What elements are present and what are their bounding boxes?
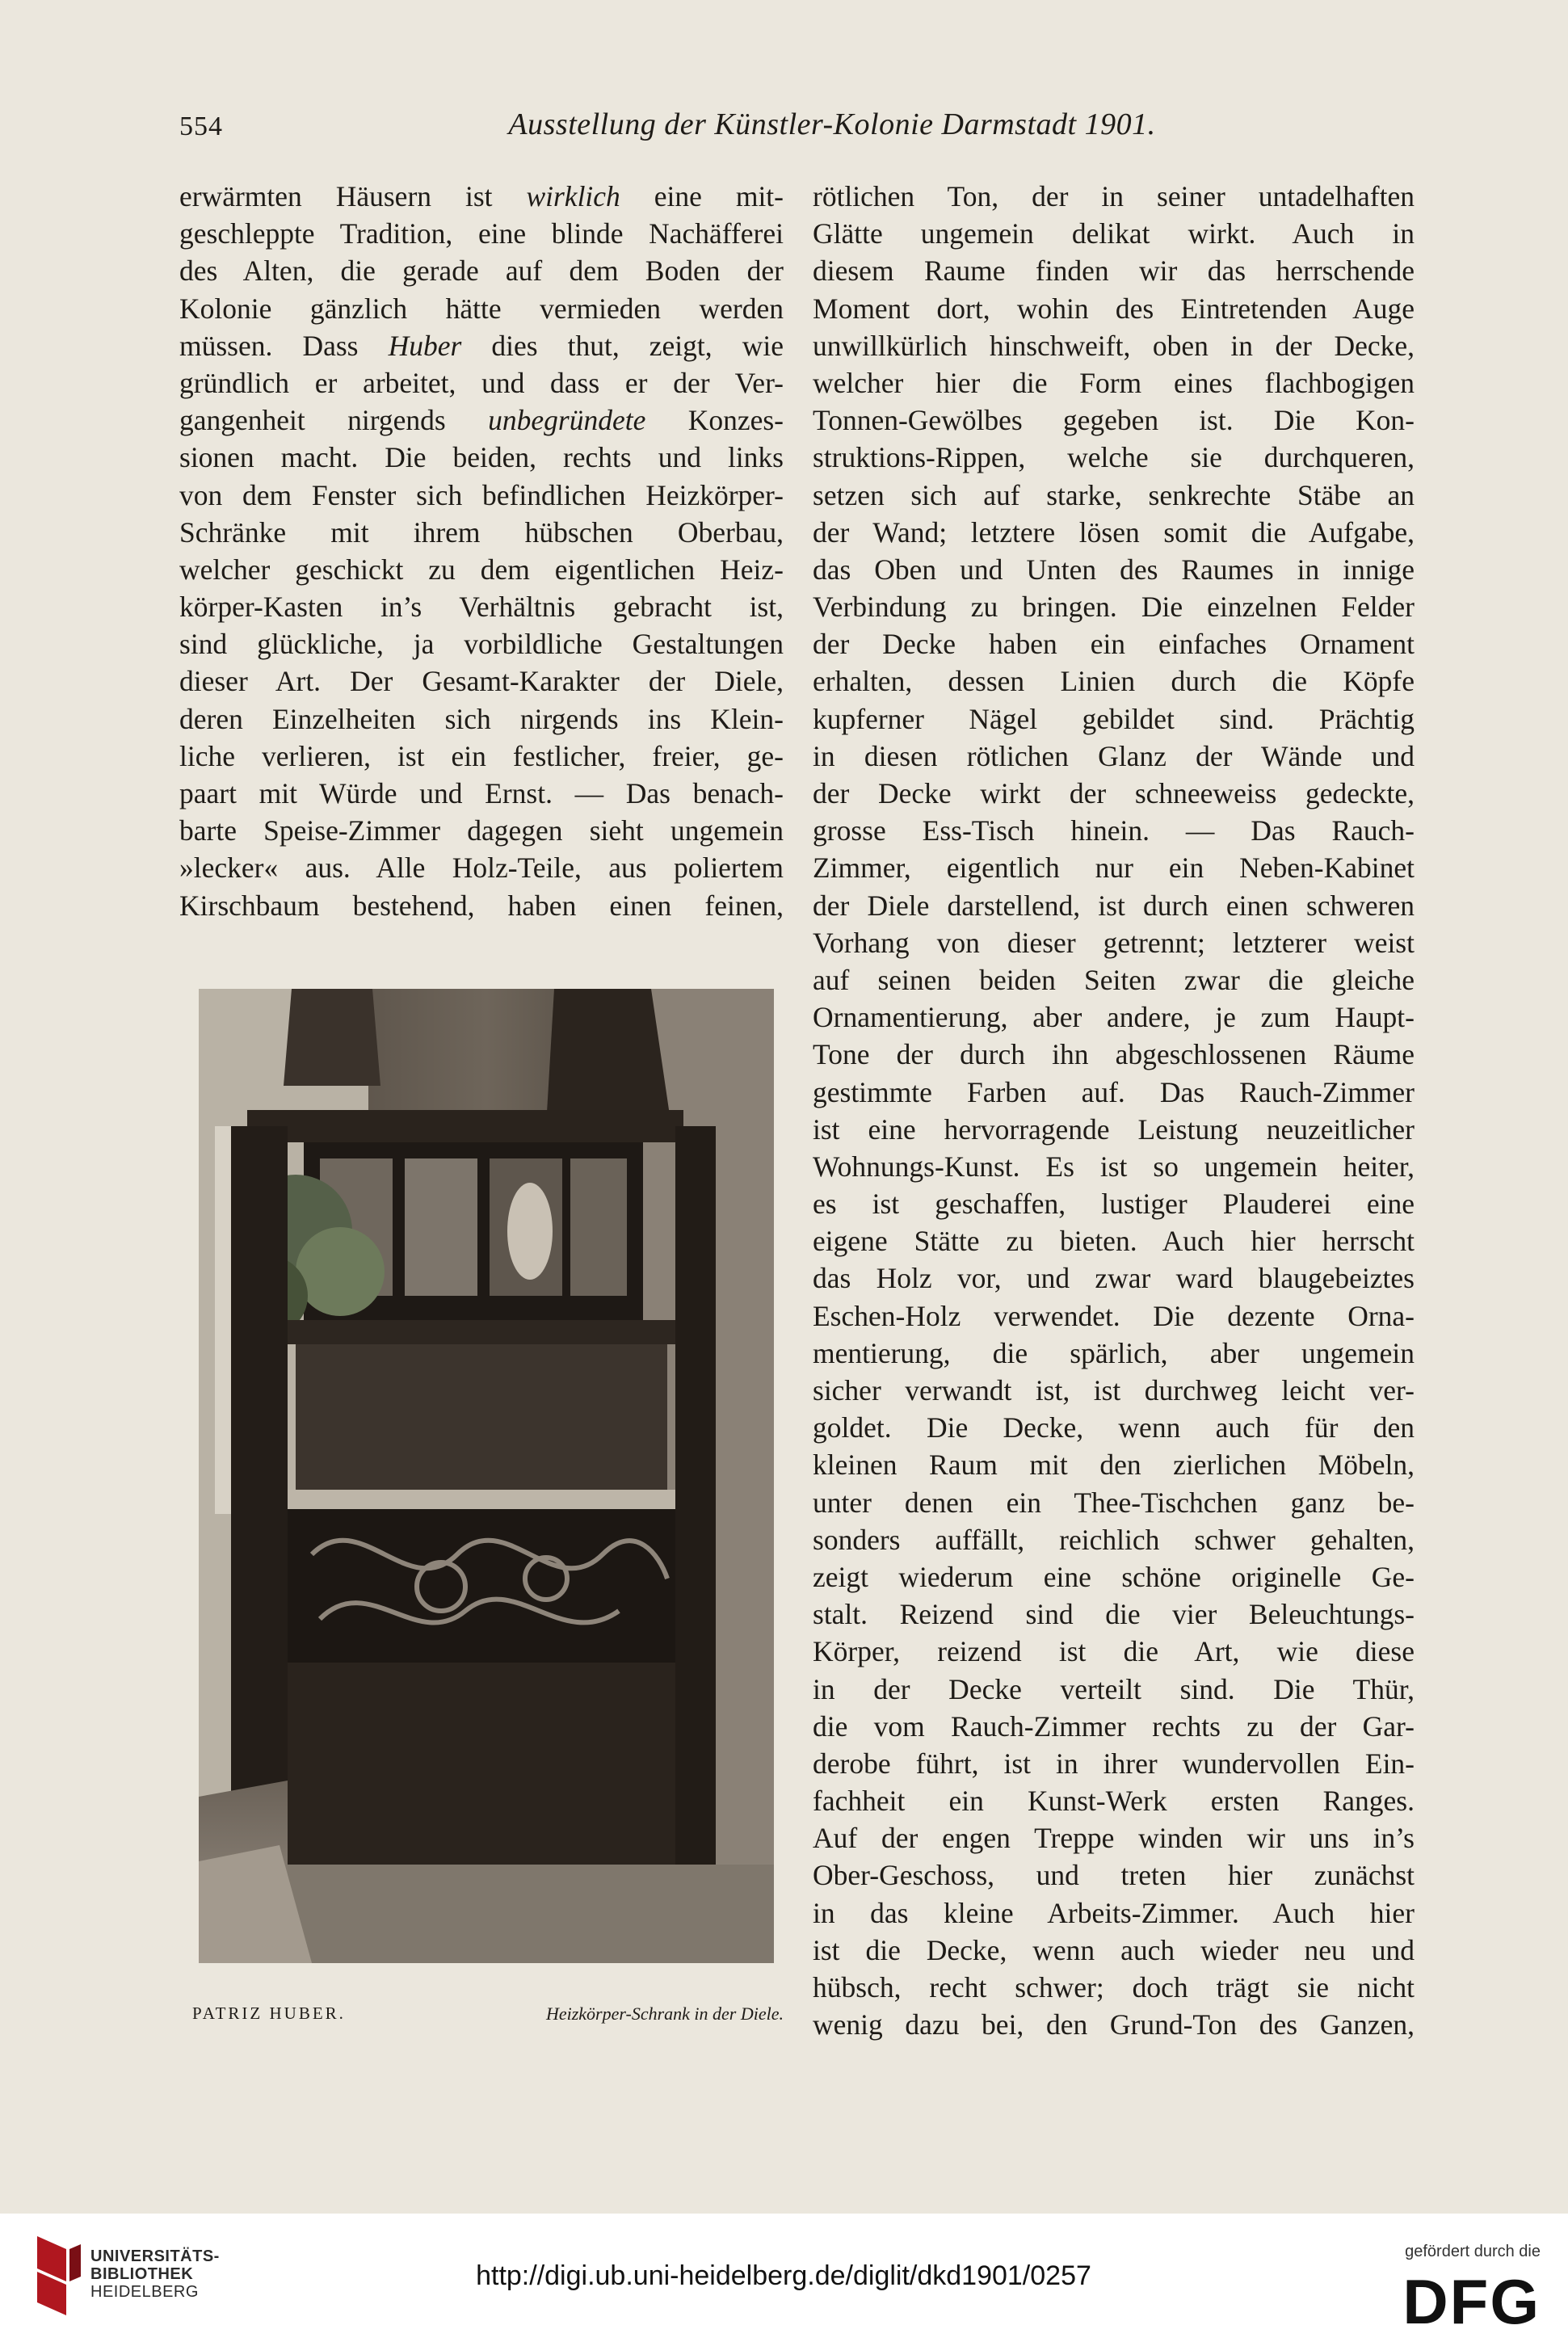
figure-caption-author: PATRIZ HUBER. [192, 2004, 346, 2023]
text-line: Verbindung zu bringen. Die einzelnen Felder [813, 591, 1415, 624]
text-line: Vorhang von dieser getrennt; letzterer weist [813, 926, 1415, 959]
text-line: Kirschbaum bestehend, haben einen feinen, [179, 889, 784, 922]
dfg-logo: DFG [1402, 2266, 1541, 2337]
text-line: unwillkürlich hinschweift, oben in der Decke, [813, 329, 1415, 362]
text-line: Wohnungs-Kunst. Es ist so ungemein heiter, [813, 1150, 1415, 1183]
text-line: sicher verwandt ist, ist durchweg leicht ver- [813, 1374, 1415, 1406]
text-line: rötlichen Ton, der in seiner untadelhaften [813, 180, 1415, 212]
text-line: Eschen-Holz verwendet. Die dezente Orna- [813, 1299, 1415, 1332]
text-line: erhalten, dessen Linien durch die Köpfe [813, 665, 1415, 698]
text-line: hübsch, recht schwer; doch trägt sie nicht [813, 1971, 1415, 2004]
text-line: dieser Art. Der Gesamt-Karakter der Diele, [179, 665, 784, 698]
text-line: Tone der durch ihn abgeschlossenen Räume [813, 1038, 1415, 1071]
text-line: auf seinen beiden Seiten zwar die gleiche [813, 963, 1415, 996]
text-line: des Alten, die gerade auf dem Boden der [179, 254, 784, 288]
text-line: in diesen rötlichen Glanz der Wände und [813, 739, 1415, 772]
text-line: der Decke wirkt der schneeweiss gedeckte, [813, 777, 1415, 809]
text-line: diesem Raume finden wir das herrschende [813, 254, 1415, 288]
text-line: der Diele darstellend, ist durch einen schweren [813, 889, 1415, 922]
text-line: der Decke haben ein einfaches Ornament [813, 628, 1415, 661]
text-line: liche verlieren, ist ein festlicher, freier, ge- [179, 739, 784, 772]
text-line: gestimmte Farben auf. Das Rauch-Zimmer [813, 1075, 1415, 1108]
text-line: gründlich er arbeitet, und dass er der Ver- [179, 366, 784, 399]
text-line: unter denen ein Thee-Tischchen ganz be- [813, 1486, 1415, 1519]
text-line: barte Speise-Zimmer dagegen sieht ungemein [179, 814, 784, 847]
text-line: Ober-Geschoss, und treten hier zunächst [813, 1859, 1415, 1892]
text-line: erwärmten Häusern ist wirklich eine mit- [179, 180, 784, 212]
text-line: Moment dort, wohin des Eintretenden Auge [813, 292, 1415, 325]
text-line: Kolonie gänzlich hätte vermieden werden [179, 292, 784, 325]
page-number: 554 [179, 111, 223, 141]
text-column-left [179, 178, 784, 924]
text-line: müssen. Dass Huber dies thut, zeigt, wie [179, 329, 784, 362]
text-line: Schränke mit ihrem hübschen Oberbau, [179, 515, 784, 549]
text-column-right [813, 178, 1415, 2043]
photo-radiator-cabinet [199, 989, 774, 1963]
text-line: Auf der engen Treppe winden wir uns in’s [813, 1822, 1415, 1855]
text-line: Körper, reizend ist die Art, wie diese [813, 1635, 1415, 1668]
document-url-link[interactable]: http://digi.ub.uni-heidelberg.de/diglit/dkd1901/0257 [476, 2260, 1091, 2291]
text-line: struktions-Rippen, welche sie durchqueren, [813, 441, 1415, 474]
running-title: Ausstellung der Künstler-Kolonie Darmstadt 1901. [508, 107, 1156, 141]
text-line: in das kleine Arbeits-Zimmer. Auch hier [813, 1896, 1415, 1929]
text-line: Ornamentierung, aber andere, je zum Haupt- [813, 1001, 1415, 1034]
text-line: grosse Ess-Tisch hinein. — Das Rauch- [813, 814, 1415, 847]
text-line: eigene Stätte zu bieten. Auch hier herrscht [813, 1225, 1415, 1258]
text-line: Zimmer, eigentlich nur ein Neben-Kabinet [813, 851, 1415, 885]
text-line: der Wand; letztere lösen somit die Aufgabe, [813, 515, 1415, 549]
university-library-name: UNIVERSITÄTS- BIBLIOTHEK HEIDELBERG [90, 2247, 220, 2301]
text-line: deren Einzelheiten sich nirgends ins Klein- [179, 702, 784, 735]
text-line: wenig dazu bei, den Grund-Ton des Ganzen, [813, 2008, 1415, 2041]
text-line: zeigt wiederum eine schöne originelle Ge- [813, 1560, 1415, 1593]
text-line: derobe führt, ist in ihrer wundervollen Ein- [813, 1747, 1415, 1780]
viewer-footer [0, 2214, 1568, 2342]
university-library-logo-icon [34, 2231, 84, 2319]
photo-illustration [199, 989, 774, 1963]
text-line: die vom Rauch-Zimmer rechts zu der Gar- [813, 1709, 1415, 1743]
text-line: kleinen Raum mit den zierlichen Möbeln, [813, 1449, 1415, 1482]
text-line: »lecker« aus. Alle Holz-Teile, aus poliertem [179, 851, 784, 885]
text-line: fachheit ein Kunst-Werk ersten Ranges. [813, 1785, 1415, 1818]
text-line: Tonnen-Gewölbes gegeben ist. Die Kon- [813, 404, 1415, 437]
text-line: geschleppte Tradition, eine blinde Nachäfferei [179, 217, 784, 250]
text-line: goldet. Die Decke, wenn auch für den [813, 1411, 1415, 1444]
text-line: ist eine hervorragende Leistung neuzeitlicher [813, 1112, 1415, 1146]
funding-label: gefördert durch die [1405, 2243, 1541, 2260]
text-line: welcher geschickt zu dem eigentlichen Heiz- [179, 553, 784, 586]
text-line: es ist geschaffen, lustiger Plauderei eine [813, 1188, 1415, 1221]
text-line: das Holz vor, und zwar ward blaugebeiztes [813, 1262, 1415, 1295]
text-line: gangenheit nirgends unbegründete Konzes- [179, 404, 784, 437]
text-line: paart mit Würde und Ernst. — Das benach- [179, 777, 784, 809]
text-line: von dem Fenster sich befindlichen Heizkörper- [179, 478, 784, 511]
text-line: kupferner Nägel gebildet sind. Prächtig [813, 702, 1415, 735]
text-line: setzen sich auf starke, senkrechte Stäbe an [813, 478, 1415, 511]
text-line: ist die Decke, wenn auch wieder neu und [813, 1933, 1415, 1966]
figure-caption-title: Heizkörper-Schrank in der Diele. [545, 2004, 784, 2024]
text-line: das Oben und Unten des Raumes in innige [813, 553, 1415, 586]
text-line: sionen macht. Die beiden, rechts und links [179, 441, 784, 474]
text-line: sind glückliche, ja vorbildliche Gestaltungen [179, 628, 784, 661]
text-line: mentierung, die spärlich, aber ungemein [813, 1336, 1415, 1369]
text-line: welcher hier die Form eines flachbogigen [813, 366, 1415, 399]
text-line: in der Decke verteilt sind. Die Thür, [813, 1672, 1415, 1705]
text-line: sonders auffällt, reichlich schwer gehalten, [813, 1523, 1415, 1556]
text-line: stalt. Reizend sind die vier Beleuchtungs- [813, 1598, 1415, 1631]
text-line: Glätte ungemein delikat wirkt. Auch in [813, 217, 1415, 250]
text-line: körper-Kasten in’s Verhältnis gebracht ist, [179, 591, 784, 624]
